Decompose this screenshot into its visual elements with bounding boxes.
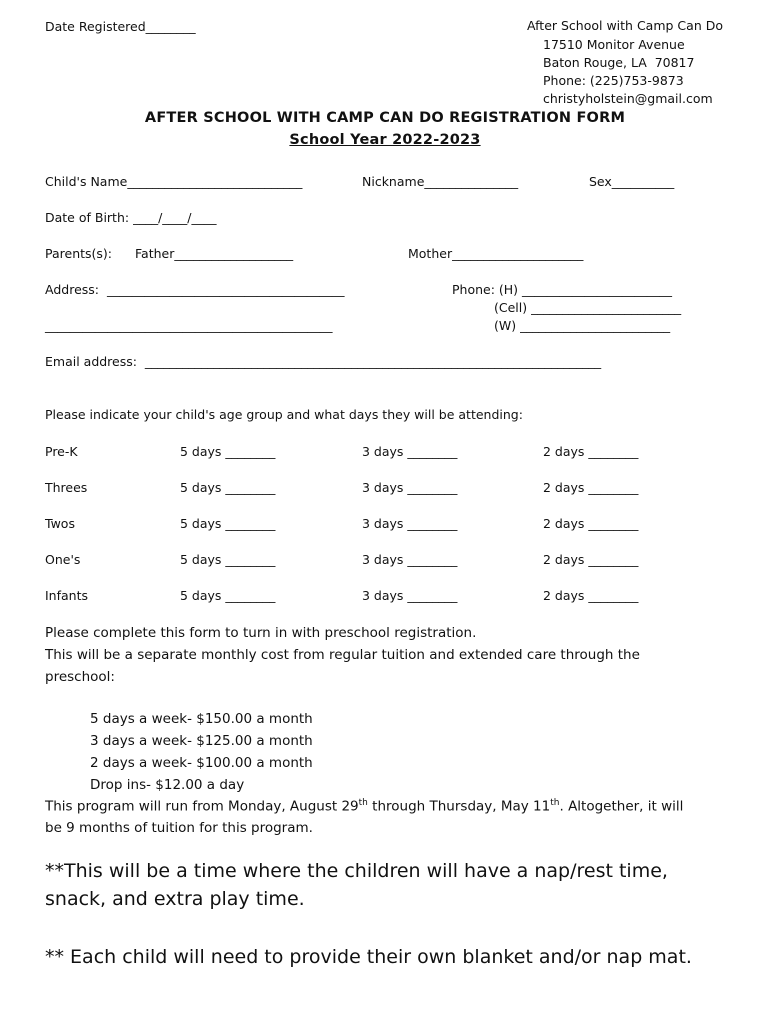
schedule-line: be 9 months of tuition for this program. xyxy=(45,820,313,836)
five-days-field[interactable]: 5 days ________ xyxy=(180,588,276,603)
price-item: 3 days a week- $125.00 a month xyxy=(90,733,313,749)
form-title: AFTER SCHOOL WITH CAMP CAN DO REGISTRATION FORM xyxy=(144,110,626,126)
three-days-field[interactable]: 3 days ________ xyxy=(362,444,458,459)
two-days-field[interactable]: 2 days ________ xyxy=(543,444,639,459)
age-group-label: One's xyxy=(45,552,81,567)
ordinal-suffix: th xyxy=(358,798,368,808)
mother-field[interactable]: Mother_____________________ xyxy=(408,246,584,261)
two-days-field[interactable]: 2 days ________ xyxy=(543,552,639,567)
blanket-note: ** Each child will need to provide their own blanket and/or nap mat. xyxy=(45,946,692,968)
age-group-label: Twos xyxy=(45,516,75,531)
three-days-field[interactable]: 3 days ________ xyxy=(362,480,458,495)
five-days-field[interactable]: 5 days ________ xyxy=(180,480,276,495)
org-phone: Phone: (225)753-9873 xyxy=(543,73,684,88)
price-item: 5 days a week- $150.00 a month xyxy=(90,711,313,727)
three-days-field[interactable]: 3 days ________ xyxy=(362,552,458,567)
ordinal-suffix: th xyxy=(550,798,560,808)
dob-field[interactable]: Date of Birth: ____/____/____ xyxy=(45,210,217,225)
address-field[interactable]: Address: ______________________________________ xyxy=(45,282,345,297)
parents-label: Parents(s): xyxy=(45,246,113,261)
five-days-field[interactable]: 5 days ________ xyxy=(180,552,276,567)
note-line: Please complete this form to turn in with preschool registration. xyxy=(45,625,477,641)
five-days-field[interactable]: 5 days ________ xyxy=(180,444,276,459)
two-days-field[interactable]: 2 days ________ xyxy=(543,588,639,603)
schedule-line xyxy=(45,798,683,815)
schedule-text: This program will run from Monday, August 29 xyxy=(45,798,359,815)
age-group-label: Infants xyxy=(45,588,89,603)
schedule-text: through Thursday, May 11 xyxy=(367,798,551,815)
age-group-prompt: Please indicate your child's age group and what days they will be attending: xyxy=(45,407,523,422)
org-name: After School with Camp Can Do xyxy=(527,18,723,33)
nap-note: snack, and extra play time. xyxy=(45,888,305,910)
price-item: 2 days a week- $100.00 a month xyxy=(90,755,313,771)
phone-home-field[interactable]: Phone: (H) ________________________ xyxy=(452,282,673,297)
email-field[interactable]: Email address: _________________________________________________________________________ xyxy=(45,354,602,369)
phone-cell-field[interactable]: (Cell) ________________________ xyxy=(494,300,682,315)
org-street: 17510 Monitor Avenue xyxy=(543,37,685,52)
phone-work-field[interactable]: (W) ________________________ xyxy=(494,318,671,333)
sex-field[interactable]: Sex__________ xyxy=(589,174,675,189)
price-item: Drop ins- $12.00 a day xyxy=(90,777,245,793)
three-days-field[interactable]: 3 days ________ xyxy=(362,588,458,603)
note-line: This will be a separate monthly cost from regular tuition and extended care through the xyxy=(45,647,640,663)
org-city: Baton Rouge, LA 70817 xyxy=(543,55,695,70)
three-days-field[interactable]: 3 days ________ xyxy=(362,516,458,531)
child-name-field[interactable]: Child's Name____________________________ xyxy=(45,174,303,189)
date-registered-field[interactable]: Date Registered________ xyxy=(45,19,196,34)
note-line: preschool: xyxy=(45,669,115,685)
two-days-field[interactable]: 2 days ________ xyxy=(543,480,639,495)
nap-note: **This will be a time where the children will have a nap/rest time, xyxy=(45,860,668,882)
org-email: christyholstein@gmail.com xyxy=(543,91,713,106)
two-days-field[interactable]: 2 days ________ xyxy=(543,516,639,531)
age-group-label: Pre-K xyxy=(45,444,78,459)
school-year: School Year 2022-2023 xyxy=(289,132,481,148)
schedule-text: . Altogether, it will xyxy=(559,798,684,815)
five-days-field[interactable]: 5 days ________ xyxy=(180,516,276,531)
father-field[interactable]: Father___________________ xyxy=(135,246,294,261)
age-group-label: Threes xyxy=(45,480,88,495)
nickname-field[interactable]: Nickname_______________ xyxy=(362,174,519,189)
address-line2-field[interactable]: ______________________________________________ xyxy=(45,318,333,333)
